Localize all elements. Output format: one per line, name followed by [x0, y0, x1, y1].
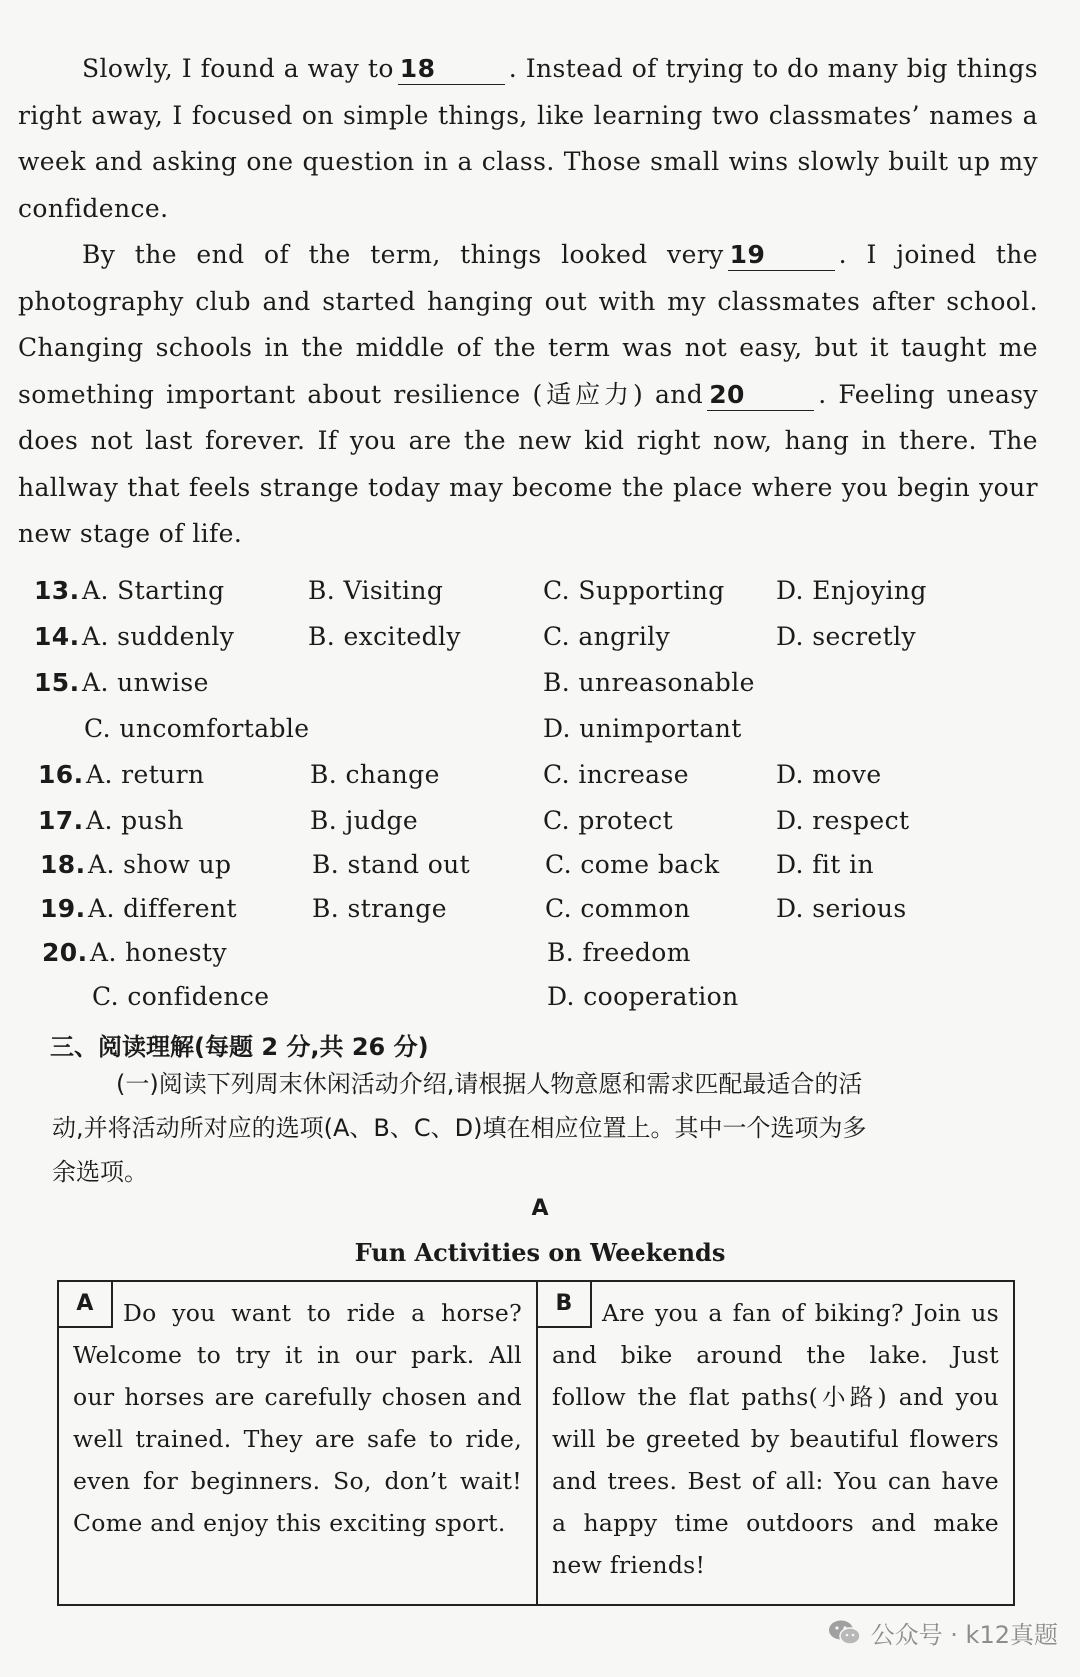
option-c: C. Supporting: [543, 576, 725, 605]
blank-18: 18: [398, 54, 505, 85]
activity-text: Do you want to ride a horse? Welcome to try it in our park. All our horses are carefully chosen and well trained. They are safe to ride, even for beginners. So, don’t wait! Come and enjoy this exciting sport.: [73, 1299, 522, 1537]
passage-paragraph-2: [18, 232, 1038, 558]
question-number: 16.: [38, 760, 84, 789]
p1-text-before: Slowly, I found a way to: [82, 54, 394, 83]
question-number: 20.: [42, 938, 88, 967]
option-a: A. return: [86, 760, 205, 789]
option-b: B. stand out: [312, 850, 471, 879]
option-b: B. change: [310, 760, 440, 789]
passage-paragraph-1: [18, 46, 1038, 232]
watermark-text: 公众号 · k12真题: [870, 1621, 1058, 1649]
option-b: B. judge: [310, 806, 419, 835]
section-instruction: [52, 1062, 872, 1194]
option-d: D. move: [776, 760, 882, 789]
option-d: D. Enjoying: [776, 576, 927, 605]
option-b: B. Visiting: [308, 576, 444, 605]
option-a: A. Starting: [82, 576, 225, 605]
option-row-15-cont: [0, 714, 1080, 758]
option-a: A. suddenly: [82, 622, 235, 651]
blank-20: 20: [707, 380, 814, 411]
question-number: 13.: [34, 576, 80, 605]
option-b: B. freedom: [547, 938, 691, 967]
question-number: 18.: [40, 850, 86, 879]
option-c: C. come back: [545, 850, 720, 879]
option-c: C. common: [545, 894, 691, 923]
option-d: D. fit in: [776, 850, 874, 879]
question-number: 19.: [40, 894, 86, 923]
option-b: B. excitedly: [308, 622, 461, 651]
question-number: 17.: [38, 806, 84, 835]
question-number: 15.: [34, 668, 80, 697]
option-row-14: [0, 622, 1080, 666]
activities-table: [57, 1280, 1015, 1606]
wechat-icon: [827, 1618, 863, 1648]
section-title: 三、阅读理解(每题 2 分,共 26 分): [50, 1033, 429, 1061]
option-a: A. push: [86, 806, 184, 835]
option-a: A. different: [88, 894, 237, 923]
activity-letter: A: [59, 1282, 113, 1328]
option-row-19: [0, 894, 1080, 938]
option-c: C. confidence: [92, 982, 270, 1011]
option-row-13: [0, 576, 1080, 620]
option-d: D. secretly: [776, 622, 916, 651]
p1-text-after: . Instead of trying to do many big things right away, I focused on simple things, like learning two classmates’ names a week and asking one question in a class. Those small wins slowly built up my confidence.: [18, 54, 1038, 223]
p2-text-after: . Feeling uneasy does not last forever. If you are the new kid right now, hang in there. The hallway that feels strange today may become the place where you begin your new stage of life.: [18, 379, 1038, 548]
option-row-16: [0, 760, 1080, 804]
option-row-20-cont: [0, 982, 1080, 1026]
option-c: C. increase: [543, 760, 689, 789]
passage-label: A: [531, 1196, 549, 1221]
option-row-15: [0, 668, 1080, 712]
activity-cell-b: [536, 1282, 1013, 1604]
blank-19: 19: [728, 240, 835, 271]
activity-letter: B: [538, 1282, 592, 1328]
instruction-text: (一)阅读下列周末休闲活动介绍,请根据人物意愿和需求匹配最适合的活动,并将活动所对应的选项(A、B、C、D)填在相应位置上。其中一个选项为多余选项。: [52, 1070, 867, 1186]
option-d: D. respect: [776, 806, 910, 835]
option-a: A. honesty: [90, 938, 227, 967]
option-a: A. show up: [88, 850, 232, 879]
p2-text-middle: . I joined the photography club and started hanging out with my classmates after school. Changing schools in the middle of the term was not easy, but it taught me something important about resilience (适应力) and: [18, 240, 1038, 409]
option-row-17: [0, 806, 1080, 850]
option-c: C. angrily: [543, 622, 671, 651]
question-number: 14.: [34, 622, 80, 651]
option-b: B. strange: [312, 894, 447, 923]
activity-cell-a: [59, 1282, 536, 1604]
option-c: C. uncomfortable: [84, 714, 310, 743]
passage-title: Fun Activities on Weekends: [354, 1238, 726, 1267]
option-d: D. serious: [776, 894, 907, 923]
option-d: D. unimportant: [543, 714, 742, 743]
option-c: C. protect: [543, 806, 674, 835]
option-row-20: [0, 938, 1080, 982]
option-a: A. unwise: [82, 668, 209, 697]
option-b: B. unreasonable: [543, 668, 755, 697]
activity-text: Are you a fan of biking? Join us and bike around the lake. Just follow the flat paths(小路) and you will be greeted by beautiful flowers and trees. Best of all: You can have a happy time outdoors and make new friends!: [552, 1299, 999, 1579]
option-row-18: [0, 850, 1080, 894]
option-d: D. cooperation: [547, 982, 739, 1011]
watermark: [827, 1615, 1058, 1650]
p2-text-before: By the end of the term, things looked very: [82, 240, 724, 269]
